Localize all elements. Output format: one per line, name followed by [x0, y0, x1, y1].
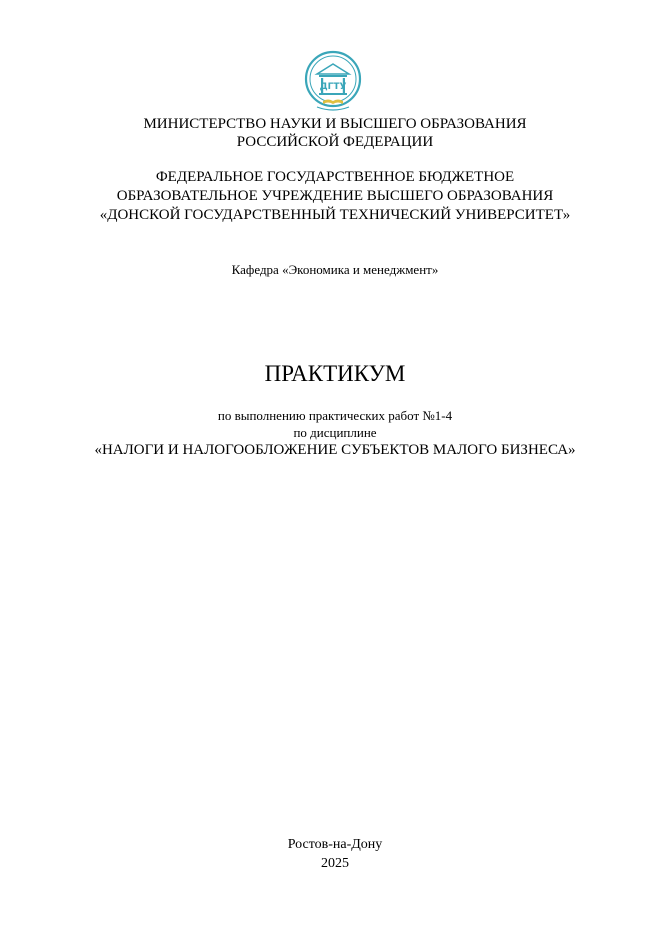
ministry-line-2: РОССИЙСКОЙ ФЕДЕРАЦИИ [236, 134, 434, 150]
institution-line-3: «ДОНСКОЙ ГОСУДАРСТВЕННЫЙ ТЕХНИЧЕСКИЙ УНИВЕРСИТЕТ» [99, 207, 571, 223]
institution-line-2: ОБРАЗОВАТЕЛЬНОЕ УЧРЕЖДЕНИЕ ВЫСШЕГО ОБРАЗОВАНИЯ [116, 188, 554, 204]
year: 2025 [321, 856, 349, 871]
city: Ростов-на-Дону [287, 837, 383, 852]
ministry-line-1: МИНИСТЕРСТВО НАУКИ И ВЫСШЕГО ОБРАЗОВАНИЯ [143, 116, 527, 132]
page-title: ПРАКТИКУМ [264, 361, 406, 386]
department-name: Кафедра «Экономика и менеджмент» [231, 262, 439, 277]
discipline-name: «НАЛОГИ И НАЛОГООБЛОЖЕНИЕ СУБЪЕКТОВ МАЛОГО БИЗНЕСА» [94, 442, 576, 458]
institution-line-1: ФЕДЕРАЛЬНОЕ ГОСУДАРСТВЕННОЕ БЮДЖЕТНОЕ [155, 169, 515, 185]
subtitle-line-2: по дисциплине [293, 425, 377, 440]
university-logo-icon [303, 49, 363, 115]
subtitle-line-1: по выполнению практических работ №1-4 [217, 408, 453, 423]
logo-text: ДГТУ [319, 82, 347, 92]
